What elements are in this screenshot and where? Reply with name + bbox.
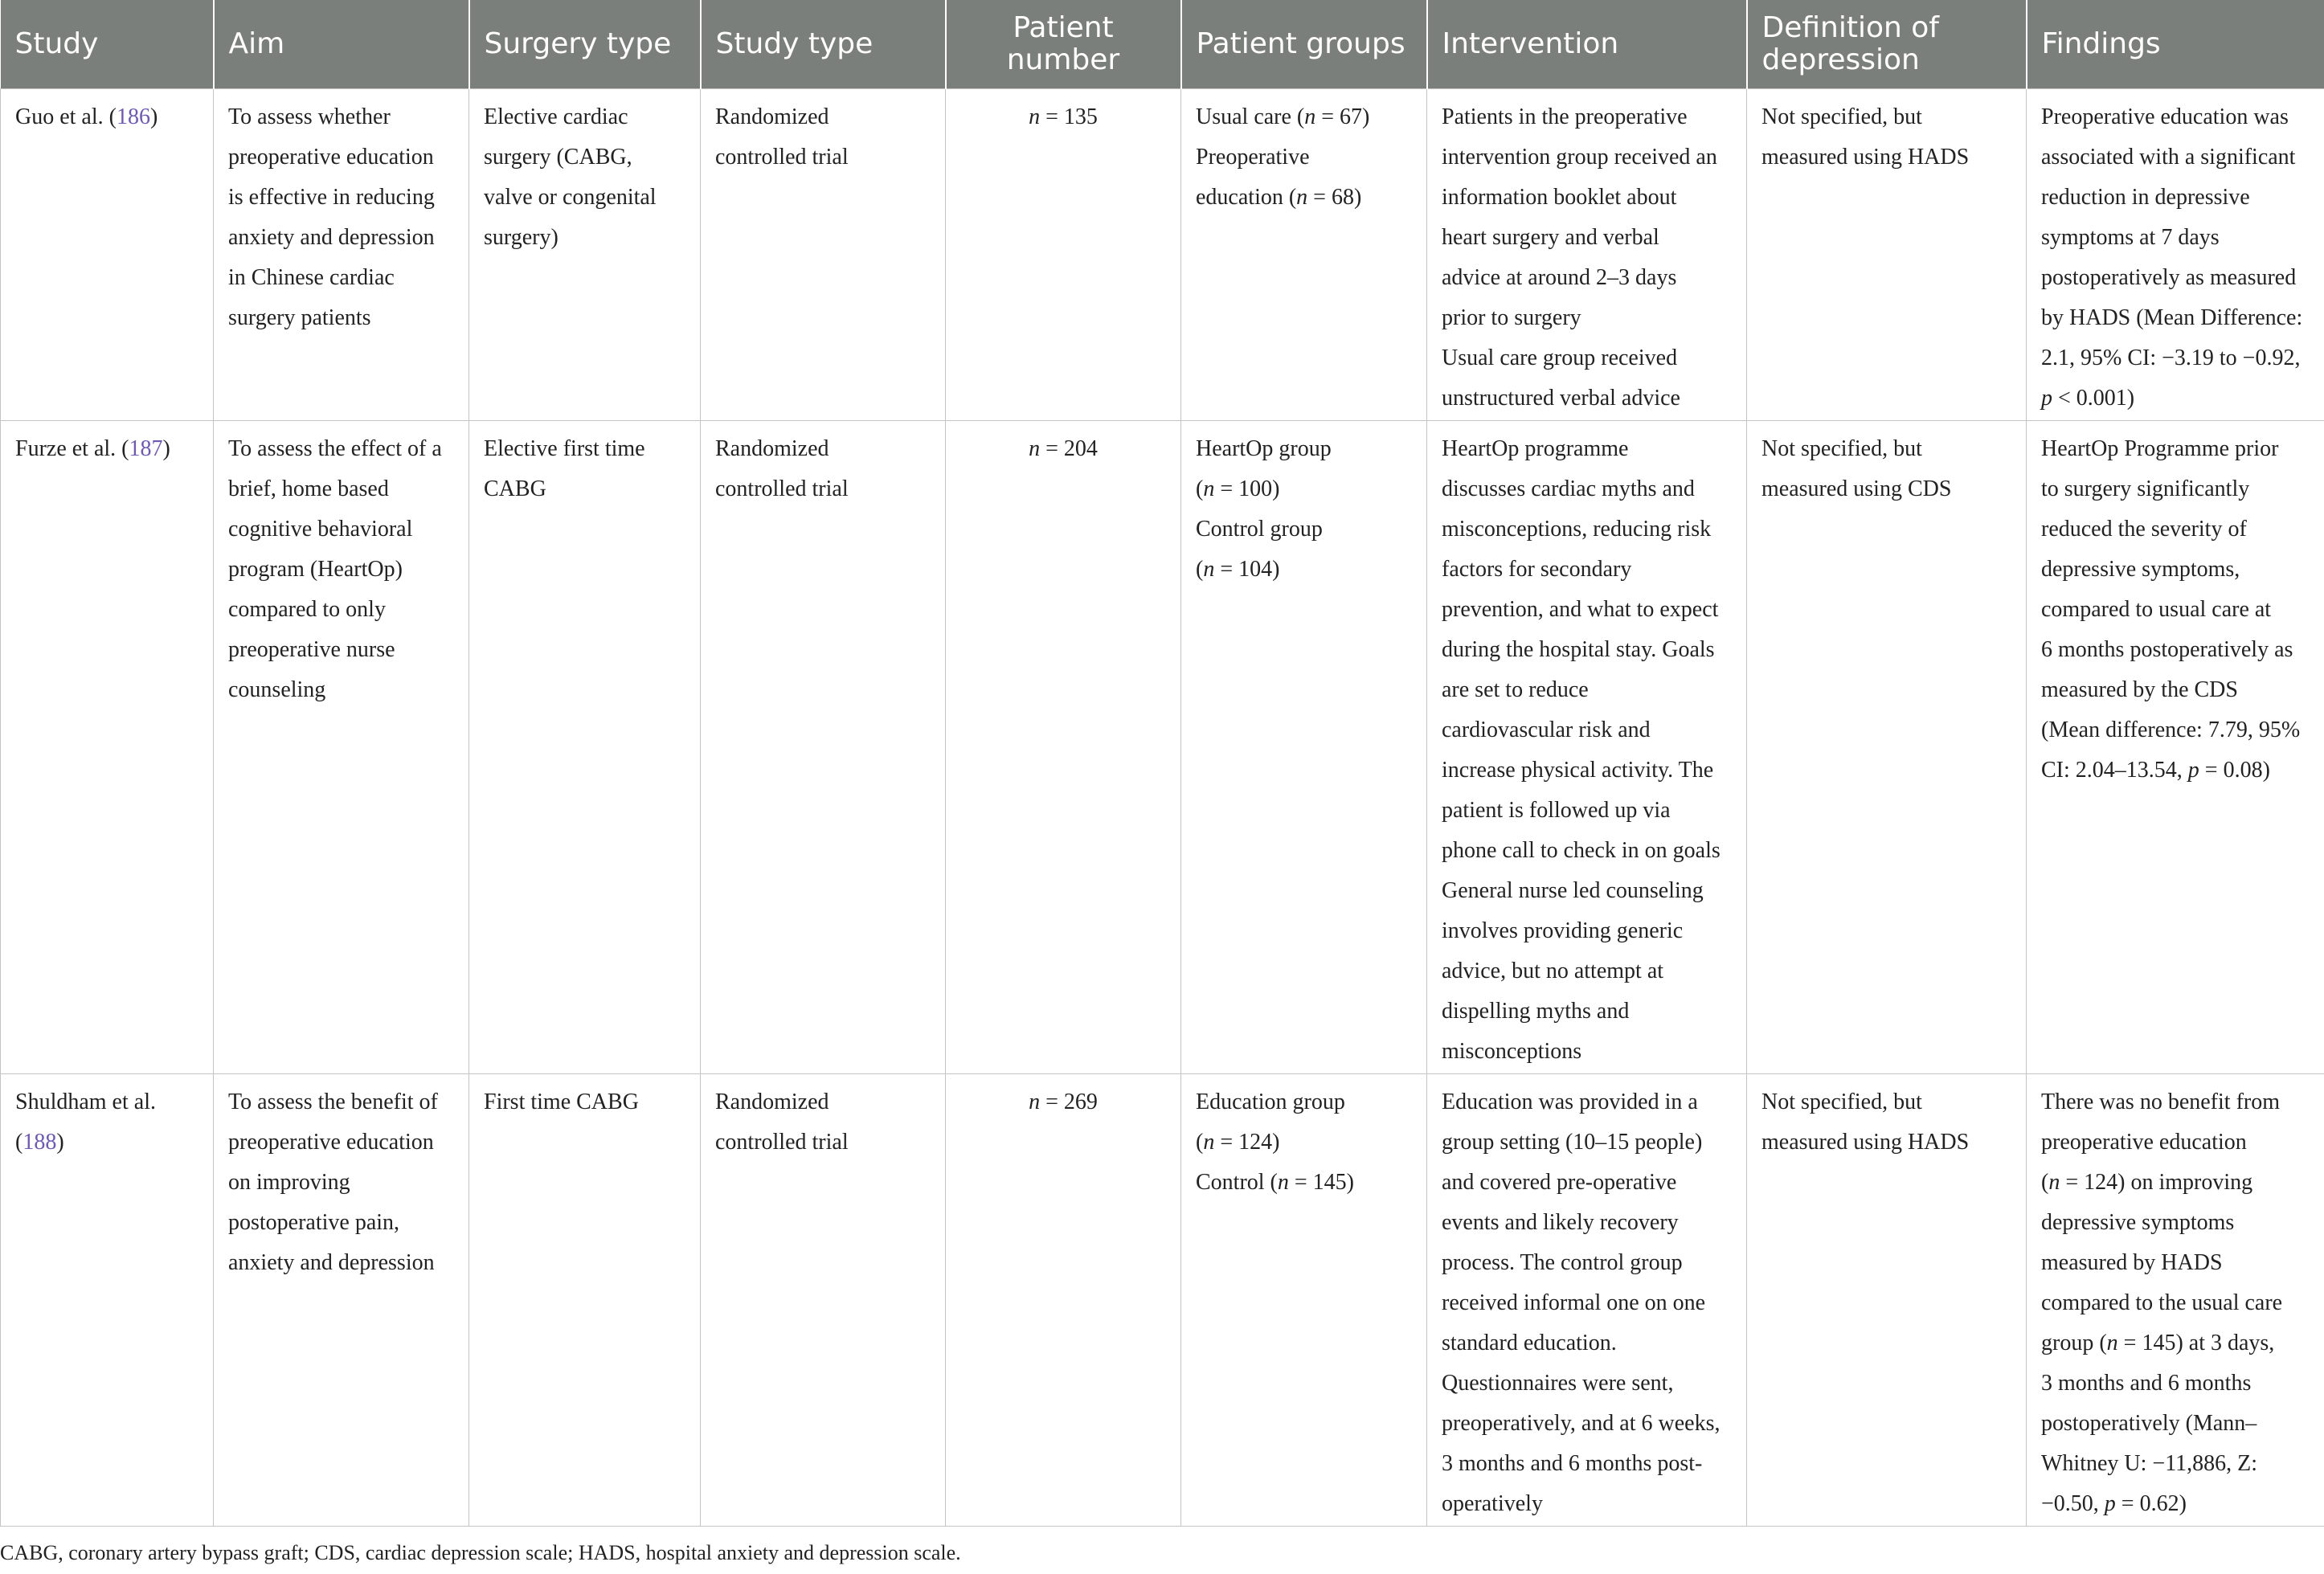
intervention-line: Questionnaires were sent, [1442, 1371, 1674, 1396]
findings-line-text: ( [2041, 1170, 2049, 1195]
cell-patient-groups [1181, 421, 1427, 1074]
findings-line-text: 2.1, 95% CI: −3.19 to −0.92, [2041, 345, 2301, 370]
group-line [1196, 137, 1412, 178]
surgery-line: surgery) [484, 225, 558, 250]
findings-line-italic: p [2041, 386, 2052, 411]
cell-patient-groups [1181, 89, 1427, 421]
group-line-italic: n [1203, 1130, 1215, 1155]
findings-line-text: depressive symptoms [2041, 1210, 2235, 1235]
findings-line-text: = 0.08) [2199, 758, 2270, 783]
group-line [1196, 178, 1412, 218]
study-author: Furze et al. ( [15, 436, 129, 461]
intervention-line: process. The control group [1442, 1250, 1683, 1275]
study-author: Shuldham et al. [15, 1090, 156, 1114]
cell-study-type [701, 1074, 946, 1527]
findings-line-text: compared to usual care at [2041, 597, 2272, 622]
findings-line [2041, 1082, 2310, 1122]
findings-line [2041, 1484, 2310, 1524]
intervention-line: prevention, and what to expect [1442, 597, 1719, 622]
cell-findings [2027, 421, 2324, 1074]
findings-line [2041, 1283, 2310, 1323]
intervention-line: advice at around 2–3 days [1442, 265, 1677, 290]
intervention-line: misconceptions, reducing risk [1442, 517, 1712, 542]
findings-line [2041, 670, 2310, 710]
intervention-line: increase physical activity. The [1442, 758, 1714, 783]
cell-findings [2027, 1074, 2324, 1527]
intervention-line: cardiovascular risk and [1442, 717, 1651, 742]
study-author: Guo et al. ( [15, 104, 117, 129]
findings-line [2041, 218, 2310, 258]
group-line-text: Control group [1196, 517, 1323, 542]
table-row [1, 421, 2324, 1074]
cell-patient-number [946, 89, 1181, 421]
findings-line-text: compared to the usual care [2041, 1290, 2283, 1315]
findings-line-text: < 0.001) [2052, 386, 2135, 411]
intervention-line: phone call to check in on goals [1442, 838, 1720, 863]
surgery-line: Elective cardiac [484, 104, 628, 129]
findings-line-text: (Mean difference: 7.79, 95% [2041, 717, 2301, 742]
findings-line [2041, 378, 2310, 419]
findings-line-text: measured by the CDS [2041, 677, 2238, 702]
findings-line-italic: n [2048, 1170, 2060, 1195]
group-line [1196, 550, 1412, 590]
header-patient-number [946, 0, 1181, 89]
aim-line: anxiety and depression [228, 225, 435, 250]
header-definition-of-depression [1747, 0, 2027, 89]
citation-link[interactable]: 186 [116, 104, 150, 129]
aim-line: To assess the benefit of [228, 1090, 438, 1114]
definition-line: Not specified, but [1761, 1090, 1922, 1114]
surgery-line: surgery (CABG, [484, 145, 632, 170]
findings-line [2041, 298, 2310, 338]
findings-line [2041, 1203, 2310, 1243]
header-patient-number-line: number [1006, 43, 1120, 76]
intervention-line: advice, but no attempt at [1442, 959, 1664, 983]
patient-number-line [960, 429, 1166, 469]
findings-line-text: CI: 2.04–13.54, [2041, 758, 2188, 783]
findings-line [2041, 1163, 2310, 1203]
findings-line [2041, 178, 2310, 218]
findings-line-italic: p [2104, 1491, 2116, 1516]
patient-number-n: n [1029, 104, 1041, 129]
group-line [1196, 469, 1412, 509]
findings-line-text: = 145) at 3 days, [2117, 1331, 2275, 1355]
aim-line: preoperative nurse [228, 637, 395, 662]
cell-aim [214, 89, 469, 421]
patient-number-value: = 135 [1040, 104, 1098, 129]
definition-line: Not specified, but [1761, 436, 1922, 461]
findings-line-text: associated with a significant [2041, 145, 2296, 170]
header-definition-line: Definition of [1761, 11, 1939, 44]
findings-line [2041, 1363, 2310, 1404]
intervention-line: preoperatively, and at 6 weeks, [1442, 1411, 1720, 1436]
cell-aim [214, 421, 469, 1074]
findings-line [2041, 710, 2310, 750]
group-line-italic: n [1277, 1170, 1289, 1195]
cell-surgery-type [469, 421, 701, 1074]
group-line [1196, 1122, 1412, 1163]
group-line [1196, 429, 1412, 469]
group-line-text: ( [1196, 476, 1204, 501]
aim-line: postoperative pain, [228, 1210, 400, 1235]
table-row [1, 1074, 2324, 1527]
intervention-line: Education was provided in a [1442, 1090, 1698, 1114]
group-line [1196, 1163, 1412, 1203]
group-line [1196, 97, 1412, 137]
header-definition-line: depression [1761, 43, 1920, 76]
surgery-line: Elective first time [484, 436, 645, 461]
findings-line [2041, 137, 2310, 178]
header-intervention: Intervention [1427, 0, 1747, 89]
aim-line: To assess whether [228, 104, 391, 129]
intervention-line: 3 months and 6 months post- [1442, 1451, 1703, 1476]
findings-line [2041, 1243, 2310, 1283]
group-line-text: = 68) [1307, 185, 1362, 210]
study-type-line: controlled trial [715, 476, 849, 501]
aim-line: cognitive behavioral [228, 517, 413, 542]
findings-line-text: preoperative education [2041, 1130, 2247, 1155]
surgery-line: valve or congenital [484, 185, 657, 210]
findings-line [2041, 1444, 2310, 1484]
aim-line: brief, home based [228, 476, 389, 501]
intervention-line: and covered pre-operative [1442, 1170, 1677, 1195]
findings-line-text: symptoms at 7 days [2041, 225, 2220, 250]
intervention-line: operatively [1442, 1491, 1543, 1516]
group-line-text: education ( [1196, 185, 1297, 210]
study-paren: ) [149, 104, 158, 129]
cell-study [1, 421, 214, 1074]
findings-line [2041, 469, 2310, 509]
cell-study-type [701, 421, 946, 1074]
findings-line [2041, 509, 2310, 550]
findings-line [2041, 429, 2310, 469]
findings-line-text: Whitney U: −11,886, Z: [2041, 1451, 2258, 1476]
cell-aim [214, 1074, 469, 1527]
findings-line-text: postoperatively (Mann– [2041, 1411, 2257, 1436]
group-line-text: ( [1196, 557, 1204, 582]
intervention-line: standard education. [1442, 1331, 1617, 1355]
group-line-text: Usual care ( [1196, 104, 1305, 129]
patient-number-line [960, 97, 1166, 137]
intervention-line: misconceptions [1442, 1039, 1582, 1064]
table-footnote: CABG, coronary artery bypass graft; CDS, cardiac depression scale; HADS, hospital anxiety and depression scale. [0, 1541, 961, 1564]
findings-line-text: HeartOp Programme prior [2041, 436, 2279, 461]
findings-line [2041, 258, 2310, 298]
findings-line [2041, 1122, 2310, 1163]
patient-number-line [960, 1082, 1166, 1122]
findings-line [2041, 338, 2310, 378]
intervention-line: patient is followed up via [1442, 798, 1671, 823]
study-type-line: Randomized [715, 1090, 829, 1114]
intervention-line: unstructured verbal advice [1442, 386, 1680, 411]
cell-study-type [701, 89, 946, 421]
findings-line [2041, 550, 2310, 590]
findings-line-text: Preoperative education was [2041, 104, 2289, 129]
findings-line-text: reduced the severity of [2041, 517, 2247, 542]
cell-intervention [1427, 89, 1747, 421]
findings-line-text: depressive symptoms, [2041, 557, 2240, 582]
intervention-line: heart surgery and verbal [1442, 225, 1659, 250]
definition-line: measured using HADS [1761, 1130, 1970, 1155]
citation-link[interactable]: 188 [23, 1130, 57, 1155]
group-line-text: = 67) [1315, 104, 1370, 129]
surgery-line: CABG [484, 476, 546, 501]
intervention-line: prior to surgery [1442, 305, 1581, 330]
patient-number-n: n [1029, 436, 1041, 461]
cell-surgery-type [469, 1074, 701, 1527]
intervention-line: events and likely recovery [1442, 1210, 1679, 1235]
aim-line: preoperative education [228, 145, 434, 170]
group-line-text: Control ( [1196, 1170, 1278, 1195]
findings-line-text: to surgery significantly [2041, 476, 2250, 501]
findings-line [2041, 97, 2310, 137]
study-paren: ) [56, 1130, 64, 1155]
cell-study [1, 1074, 214, 1527]
group-line-italic: n [1203, 476, 1215, 501]
findings-line-text: There was no benefit from [2041, 1090, 2280, 1114]
header-row [1, 0, 2324, 89]
findings-line [2041, 750, 2310, 791]
group-line-text: HeartOp group [1196, 436, 1332, 461]
cell-definition [1747, 89, 2027, 421]
cell-definition [1747, 421, 2027, 1074]
cell-patient-groups [1181, 1074, 1427, 1527]
cell-definition [1747, 1074, 2027, 1527]
study-paren: ( [15, 1130, 23, 1155]
study-paren: ) [162, 436, 170, 461]
table-row [1, 89, 2324, 421]
findings-line-text: −0.50, [2041, 1491, 2105, 1516]
intervention-line: intervention group received an [1442, 145, 1717, 170]
study-type-line: controlled trial [715, 145, 849, 170]
aim-line: surgery patients [228, 305, 371, 330]
findings-line-text: 6 months postoperatively as [2041, 637, 2293, 662]
cell-intervention [1427, 421, 1747, 1074]
findings-line [2041, 1404, 2310, 1444]
group-line-italic: n [1304, 104, 1316, 129]
intervention-line: factors for secondary [1442, 557, 1632, 582]
intervention-line: Usual care group received [1442, 345, 1678, 370]
group-line-text: = 124) [1214, 1130, 1280, 1155]
intervention-line: Patients in the preoperative [1442, 104, 1688, 129]
study-type-line: Randomized [715, 436, 829, 461]
group-line [1196, 1082, 1412, 1122]
aim-line: is effective in reducing [228, 185, 435, 210]
intervention-line: involves providing generic [1442, 918, 1684, 943]
group-line [1196, 509, 1412, 550]
findings-line [2041, 630, 2310, 670]
header-study-type: Study type [701, 0, 946, 89]
cell-surgery-type [469, 89, 701, 421]
definition-line: Not specified, but [1761, 104, 1922, 129]
findings-line-text: = 0.62) [2115, 1491, 2187, 1516]
findings-line-text: postoperatively as measured [2041, 265, 2297, 290]
header-patient-groups: Patient groups [1181, 0, 1427, 89]
intervention-line: General nurse led counseling [1442, 878, 1704, 903]
findings-line-text: group ( [2041, 1331, 2107, 1355]
header-surgery-type: Surgery type [469, 0, 701, 89]
patient-number-value: = 269 [1040, 1090, 1098, 1114]
intervention-line: dispelling myths and [1442, 999, 1630, 1024]
aim-line: preoperative education [228, 1130, 434, 1155]
group-line-text: = 104) [1214, 557, 1280, 582]
cell-intervention [1427, 1074, 1747, 1527]
aim-line: anxiety and depression [228, 1250, 435, 1275]
cell-patient-number [946, 421, 1181, 1074]
group-line-italic: n [1296, 185, 1308, 210]
patient-number-value: = 204 [1040, 436, 1098, 461]
cell-findings [2027, 89, 2324, 421]
study-line [15, 429, 198, 469]
intervention-line: received informal one on one [1442, 1290, 1706, 1315]
aim-line: on improving [228, 1170, 350, 1195]
intervention-line: during the hospital stay. Goals [1442, 637, 1715, 662]
findings-line-text: by HADS (Mean Difference: [2041, 305, 2303, 330]
cell-study [1, 89, 214, 421]
study-type-line: controlled trial [715, 1130, 849, 1155]
cell-patient-number [946, 1074, 1181, 1527]
study-line [15, 97, 198, 137]
group-line-text: = 145) [1288, 1170, 1355, 1195]
surgery-line: First time CABG [484, 1090, 639, 1114]
findings-line-text: 3 months and 6 months [2041, 1371, 2252, 1396]
intervention-line: discusses cardiac myths and [1442, 476, 1695, 501]
patient-number-n: n [1029, 1090, 1041, 1114]
study-type-line: Randomized [715, 104, 829, 129]
aim-line: compared to only [228, 597, 386, 622]
group-line-text: = 100) [1214, 476, 1280, 501]
group-line-text: Education group [1196, 1090, 1345, 1114]
definition-line: measured using HADS [1761, 145, 1970, 170]
citation-link[interactable]: 187 [129, 436, 163, 461]
intervention-line: HeartOp programme [1442, 436, 1629, 461]
group-line-italic: n [1203, 557, 1215, 582]
intervention-line: information booklet about [1442, 185, 1677, 210]
aim-line: counseling [228, 677, 326, 702]
findings-line [2041, 590, 2310, 630]
findings-line-italic: p [2187, 758, 2199, 783]
header-study: Study [1, 0, 214, 89]
aim-line: in Chinese cardiac [228, 265, 395, 290]
findings-line-text: measured by HADS [2041, 1250, 2223, 1275]
aim-line: program (HeartOp) [228, 557, 403, 582]
findings-line-text: = 124) on improving [2060, 1170, 2253, 1195]
header-patient-number-line: Patient [1013, 11, 1114, 44]
study-ref-line [15, 1122, 198, 1163]
intervention-line: group setting (10–15 people) [1442, 1130, 1703, 1155]
group-line-text: Preoperative [1196, 145, 1310, 170]
findings-line-italic: n [2106, 1331, 2118, 1355]
aim-line: To assess the effect of a [228, 436, 442, 461]
intervention-line: are set to reduce [1442, 677, 1589, 702]
group-line-text: ( [1196, 1130, 1204, 1155]
definition-line: measured using CDS [1761, 476, 1952, 501]
findings-line [2041, 1323, 2310, 1363]
header-aim: Aim [214, 0, 469, 89]
findings-line-text: reduction in depressive [2041, 185, 2250, 210]
header-findings: Findings [2027, 0, 2324, 89]
